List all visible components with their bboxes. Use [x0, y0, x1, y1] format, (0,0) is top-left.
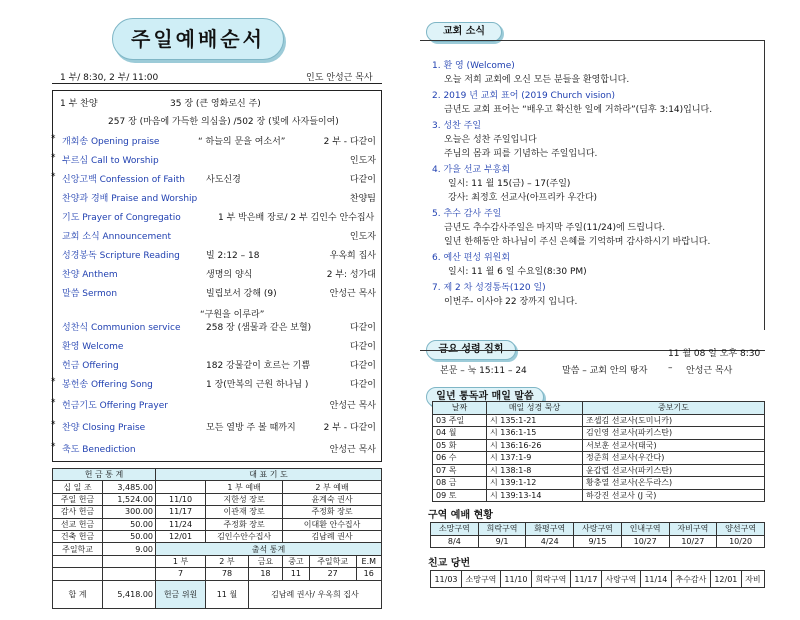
standing-mark: *: [51, 398, 56, 408]
friday-text: 본문 – 눅 15:11 – 24: [440, 366, 527, 376]
table-row: [433, 477, 765, 490]
order-item-name: 찬양과 경배 Praise and Worship: [62, 194, 198, 204]
fellowship-cell: 추수감사: [671, 571, 710, 588]
order-item-name: 환영 Welcome: [62, 342, 124, 352]
offering-label: 주일 헌금: [53, 493, 103, 505]
worship-order-item: [52, 172, 382, 188]
daily-header: 날짜: [433, 402, 487, 415]
order-item-leader: 안성근 목사: [329, 401, 376, 411]
offering-label: 십 일 조: [53, 481, 103, 493]
worship-order-item: [52, 248, 382, 264]
worship-order-item: [52, 210, 382, 226]
friday-preacher: 안성근 목사: [686, 366, 733, 376]
daily-cell: 정준희 선교사(우간다): [583, 452, 765, 465]
order-item-leader: 다같이: [349, 361, 376, 371]
news-heading: 1. 환 영 (Welcome): [432, 61, 515, 71]
news-line: 금년도 추수감사주일은 마지막 주일(11/24)에 드립니다.: [444, 223, 666, 233]
standing-mark: *: [51, 153, 56, 163]
order-item-leader: 다같이: [349, 323, 376, 333]
daily-cell: 서보훈 선교사(태국): [583, 439, 765, 452]
offering-label: 주일학교: [53, 543, 103, 555]
order-item-leader: 우옥희 집사: [329, 251, 376, 261]
prayer-date: 11/17: [156, 506, 206, 518]
table-row: [433, 414, 765, 427]
district-name: 소망구역: [431, 523, 479, 536]
order-item-name: 교회 소식 Announcement: [62, 232, 171, 242]
hymn-list: 257 장 (마음에 가득한 의심을) /502 장 (빛에 사자들이여): [108, 117, 339, 127]
friday-sermon: 말씀 – 교회 안의 탕자: [562, 366, 648, 376]
table-row: [433, 489, 765, 502]
prayer-person: 김남례 권사: [283, 530, 382, 542]
friday-datetime: 11 월 08 일 오후 8:30: [668, 349, 761, 359]
friday-title: 금요 성령 집회: [426, 340, 516, 360]
district-date: 10/20: [717, 535, 765, 548]
news-line: 강사: 최정호 선교사(아프리카 우간다): [448, 193, 598, 203]
news-heading: 5. 추수 감사 주일: [432, 209, 502, 219]
news-line: 금년도 교회 표어는 “배우고 확신한 일에 거하라”(딤후 3:14)입니다.: [444, 105, 713, 115]
standing-mark: *: [51, 134, 56, 144]
order-item-content: 258 장 (샘물과 같은 보혈): [206, 323, 312, 333]
order-item-content: 모든 열방 주 볼 때까지: [206, 423, 296, 433]
daily-cell: 시 139:1-12: [487, 477, 583, 490]
table-row: [433, 439, 765, 452]
service-times: 1 부/ 8:30, 2 부/ 11:00: [60, 73, 159, 83]
offering-label: 선교 헌금: [53, 518, 103, 530]
hymn-line-1: [52, 96, 382, 112]
district-name: 인내구역: [621, 523, 669, 536]
attendance-value: 18: [248, 568, 282, 580]
district-title: 구역 예배 현황: [428, 510, 493, 521]
daily-cell: 08 금: [433, 477, 487, 490]
order-item-leader: 찬양팀: [349, 194, 376, 204]
news-heading: 2. 2019 년 교회 표어 (2019 Church vision): [432, 91, 615, 101]
offering-amount: 1,524.00: [103, 493, 156, 505]
daily-cell: 09 토: [433, 489, 487, 502]
statistics-table: [52, 468, 382, 609]
fellowship-cell: 사랑구역: [601, 571, 640, 588]
daily-header: 매일 성경 묵상: [487, 402, 583, 415]
daily-cell: 윤갑렵 선교사(파키스탄): [583, 464, 765, 477]
order-item-leader: 다같이: [349, 380, 376, 390]
order-item-content: 빌 2:12 – 18: [206, 251, 260, 261]
daily-cell: 04 월: [433, 427, 487, 440]
order-item-leader: 2 부: 성가대: [326, 270, 376, 280]
order-item-name: 봉헌송 Offering Song: [62, 380, 153, 390]
fellowship-cell: 11/10: [500, 571, 531, 588]
order-item-leader: 인도자: [349, 232, 376, 242]
table-row: [433, 427, 765, 440]
order-item-content: 빌립보서 강해 (9): [206, 289, 277, 299]
news-line: 오늘은 성찬 주일입니다: [444, 135, 537, 145]
offering-label: 건축 헌금: [53, 530, 103, 542]
district-name: 화평구역: [526, 523, 574, 536]
offering-amount: 50.00: [103, 518, 156, 530]
district-table: [430, 522, 765, 548]
daily-table: [432, 401, 765, 502]
order-item-name: 찬양 Closing Praise: [62, 423, 146, 433]
district-date: 8/4: [431, 535, 479, 548]
offering-committee-names: 김남례 권사/ 우옥희 집사: [248, 580, 381, 608]
news-heading: 4. 가을 선교 부흥회: [432, 165, 511, 175]
hymn-value: 35 장 (큰 영화로신 주): [170, 99, 261, 109]
attendance-value: 11: [283, 568, 310, 580]
worship-order-item: [52, 420, 382, 436]
prayer-date: 11/10: [156, 493, 206, 505]
order-item-name: 헌금기도 Offering Prayer: [62, 401, 168, 411]
standing-mark: *: [51, 172, 56, 182]
order-item-leader: 인도자: [349, 156, 376, 166]
order-item-name: 부르심 Call to Worship: [62, 156, 159, 166]
district-date: 10/27: [669, 535, 717, 548]
worship-order-item: [52, 267, 382, 283]
district-date: 9/15: [574, 535, 622, 548]
attendance-label: 주일학교: [309, 555, 356, 567]
offering-label: 감사 헌금: [53, 506, 103, 518]
fellowship-cell: 11/03: [431, 571, 462, 588]
news-line: 주님의 몸과 피를 기념하는 주일입니다.: [444, 149, 598, 159]
prayer-person: 주정화 장로: [283, 506, 382, 518]
order-item-name: 찬양 Anthem: [62, 270, 118, 280]
daily-cell: 시 138:1-8: [487, 464, 583, 477]
worship-order-item: [52, 358, 382, 374]
attendance-label: 중고: [283, 555, 310, 567]
standing-mark: *: [51, 420, 56, 430]
prayer-date: 11/24: [156, 518, 206, 530]
attendance-value: 7: [156, 568, 206, 580]
news-line: 일시: 11 월 15(금) – 17(주일): [448, 179, 571, 189]
offering-amount: 9.00: [103, 543, 156, 555]
prayer-date: 12/01: [156, 530, 206, 542]
district-name: 희락구역: [478, 523, 526, 536]
worship-order-item: [52, 134, 382, 150]
prayer-person: 주정화 장로: [206, 518, 283, 530]
order-item-content: 182 강물같이 흐르는 기쁨: [206, 361, 311, 371]
order-item-leader: 안성근 목사: [329, 289, 376, 299]
order-item-name: 헌금 Offering: [62, 361, 119, 371]
table-row: [433, 464, 765, 477]
daily-cell: 시 139:13-14: [487, 489, 583, 502]
standing-mark: *: [51, 442, 56, 452]
order-item-content: 1 부 박은배 장로/ 2 부 김인수 안수집사: [218, 213, 375, 223]
prayer-col-2: 2 부 예배: [283, 481, 382, 493]
fellowship-cell: 희락구역: [531, 571, 570, 588]
order-item-content: 1 장(만복의 근원 하나님 ): [206, 380, 309, 390]
divider: [52, 83, 382, 84]
attendance-value: 78: [206, 568, 249, 580]
daily-cell: 시 136:1-15: [487, 427, 583, 440]
daily-cell: 03 주일: [433, 414, 487, 427]
attendance-label: 금요: [248, 555, 282, 567]
daily-title: 일년 통독과 매일 말씀: [426, 387, 544, 407]
order-item-name: 말씀 Sermon: [62, 289, 118, 299]
offering-total-label: 합 계: [53, 580, 103, 608]
daily-header: 중보기도: [583, 402, 765, 415]
order-item-name: 신앙고백 Confession of Faith: [62, 175, 185, 185]
offering-committee-label: 헌금 위원: [156, 580, 206, 608]
offering-amount: 300.00: [103, 506, 156, 518]
attendance-label: 1 부: [156, 555, 206, 567]
news-line: 오늘 저희 교회에 오신 모든 분들을 환영합니다.: [444, 75, 630, 85]
daily-cell: 시 135:1-21: [487, 414, 583, 427]
daily-cell: 05 화: [433, 439, 487, 452]
hymn-label: 1 부 찬양: [60, 99, 98, 109]
order-item-name: 개회송 Opening praise: [62, 137, 160, 147]
daily-cell: 시 136:16-26: [487, 439, 583, 452]
fellowship-cell: 소망구역: [461, 571, 500, 588]
district-date: 4/24: [526, 535, 574, 548]
worship-order-item: [52, 339, 382, 355]
news-line: 일시: 11 월 6 일 수요일(8:30 PM): [448, 267, 587, 277]
order-item-content: 사도신경: [206, 175, 241, 185]
prayer-header: 대 표 기 도: [156, 469, 382, 481]
news-title: 교회 소식: [426, 22, 502, 42]
news-heading: 3. 성찬 주일: [432, 121, 482, 131]
daily-cell: 김인영 선교사(파키스탄): [583, 427, 765, 440]
order-item-leader: 다같이: [349, 175, 376, 185]
bulletin-title: 주일예배순서: [112, 18, 284, 60]
offering-amount: 50.00: [103, 530, 156, 542]
prayer-person: 이관재 장로: [206, 506, 283, 518]
service-leader: 인도 안성근 목사: [306, 73, 373, 83]
district-date: 9/1: [478, 535, 526, 548]
attendance-header: 출석 통계: [156, 543, 382, 555]
attendance-value: 27: [309, 568, 356, 580]
order-item-name: 성찬식 Communion service: [62, 323, 181, 333]
prayer-person: 이대환 안수집사: [283, 518, 382, 530]
order-item-name: 기도 Prayer of Congregatio: [62, 213, 181, 223]
order-item-leader: 다같이: [349, 342, 376, 352]
order-item-name: 성경봉독 Scripture Reading: [62, 251, 180, 261]
district-date: 10/27: [621, 535, 669, 548]
daily-cell: 조셉김 선교사(도미니카): [583, 414, 765, 427]
fellowship-cell: 11/14: [640, 571, 671, 588]
order-item-leader: 2 부 - 다같이: [323, 137, 376, 147]
order-item-leader: 2 부 - 다같이: [323, 423, 376, 433]
sermon-subtitle: “구원을 이루라”: [200, 310, 265, 320]
offering-committee-month: 11 월: [206, 580, 249, 608]
prayer-col-1: 1 부 예배: [206, 481, 283, 493]
news-line: 이번주- 이사야 22 장까지 입니다.: [444, 297, 578, 307]
news-line: 일년 한해동안 하나님이 주신 은혜를 기억하며 감사하시기 바랍니다.: [444, 237, 711, 247]
hymn-line-2: [52, 114, 382, 130]
attendance-value: 16: [356, 568, 381, 580]
worship-order-item: [52, 320, 382, 336]
district-name: 사랑구역: [574, 523, 622, 536]
order-item-leader: 안성근 목사: [329, 445, 376, 455]
news-heading: 6. 예산 편성 위원회: [432, 253, 511, 263]
news-heading: 7. 제 2 차 성경통독(120 일): [432, 283, 546, 293]
worship-order-item: [52, 229, 382, 245]
worship-order-item: [52, 377, 382, 393]
daily-cell: 시 137:1-9: [487, 452, 583, 465]
friday-dash: –: [668, 363, 673, 373]
daily-cell: 황충열 선교사(온두라스): [583, 477, 765, 490]
daily-cell: 06 수: [433, 452, 487, 465]
worship-order-item: [52, 191, 382, 207]
daily-cell: 하강진 선교사 (J 국): [583, 489, 765, 502]
worship-order-item: [52, 286, 382, 302]
order-item-content: “ 하늘의 문을 여소서”: [198, 137, 286, 147]
fellowship-title: 친교 당번: [428, 558, 471, 569]
order-item-name: 축도 Benediction: [62, 445, 136, 455]
district-name: 양선구역: [717, 523, 765, 536]
offering-amount: 3,485.00: [103, 481, 156, 493]
prayer-person: 김인수안수집사: [206, 530, 283, 542]
offering-header: 헌 금 통 계: [53, 469, 156, 481]
daily-cell: 07 목: [433, 464, 487, 477]
fellowship-cell: 11/17: [570, 571, 601, 588]
prayer-person: 지한성 장로: [206, 493, 283, 505]
fellowship-cell: 12/01: [710, 571, 741, 588]
worship-order-item: [52, 442, 382, 458]
fellowship-cell: 자비: [741, 571, 764, 588]
standing-mark: *: [51, 377, 56, 387]
order-item-content: 생명의 양식: [206, 270, 253, 280]
attendance-label: 2 부: [206, 555, 249, 567]
table-row: [433, 452, 765, 465]
prayer-person: 윤계숙 권사: [283, 493, 382, 505]
worship-order-item: [52, 153, 382, 169]
offering-total: 5,418.00: [103, 580, 156, 608]
district-name: 자비구역: [669, 523, 717, 536]
fellowship-table: [430, 570, 765, 588]
attendance-label: E.M: [356, 555, 381, 567]
worship-order-item: [52, 398, 382, 414]
